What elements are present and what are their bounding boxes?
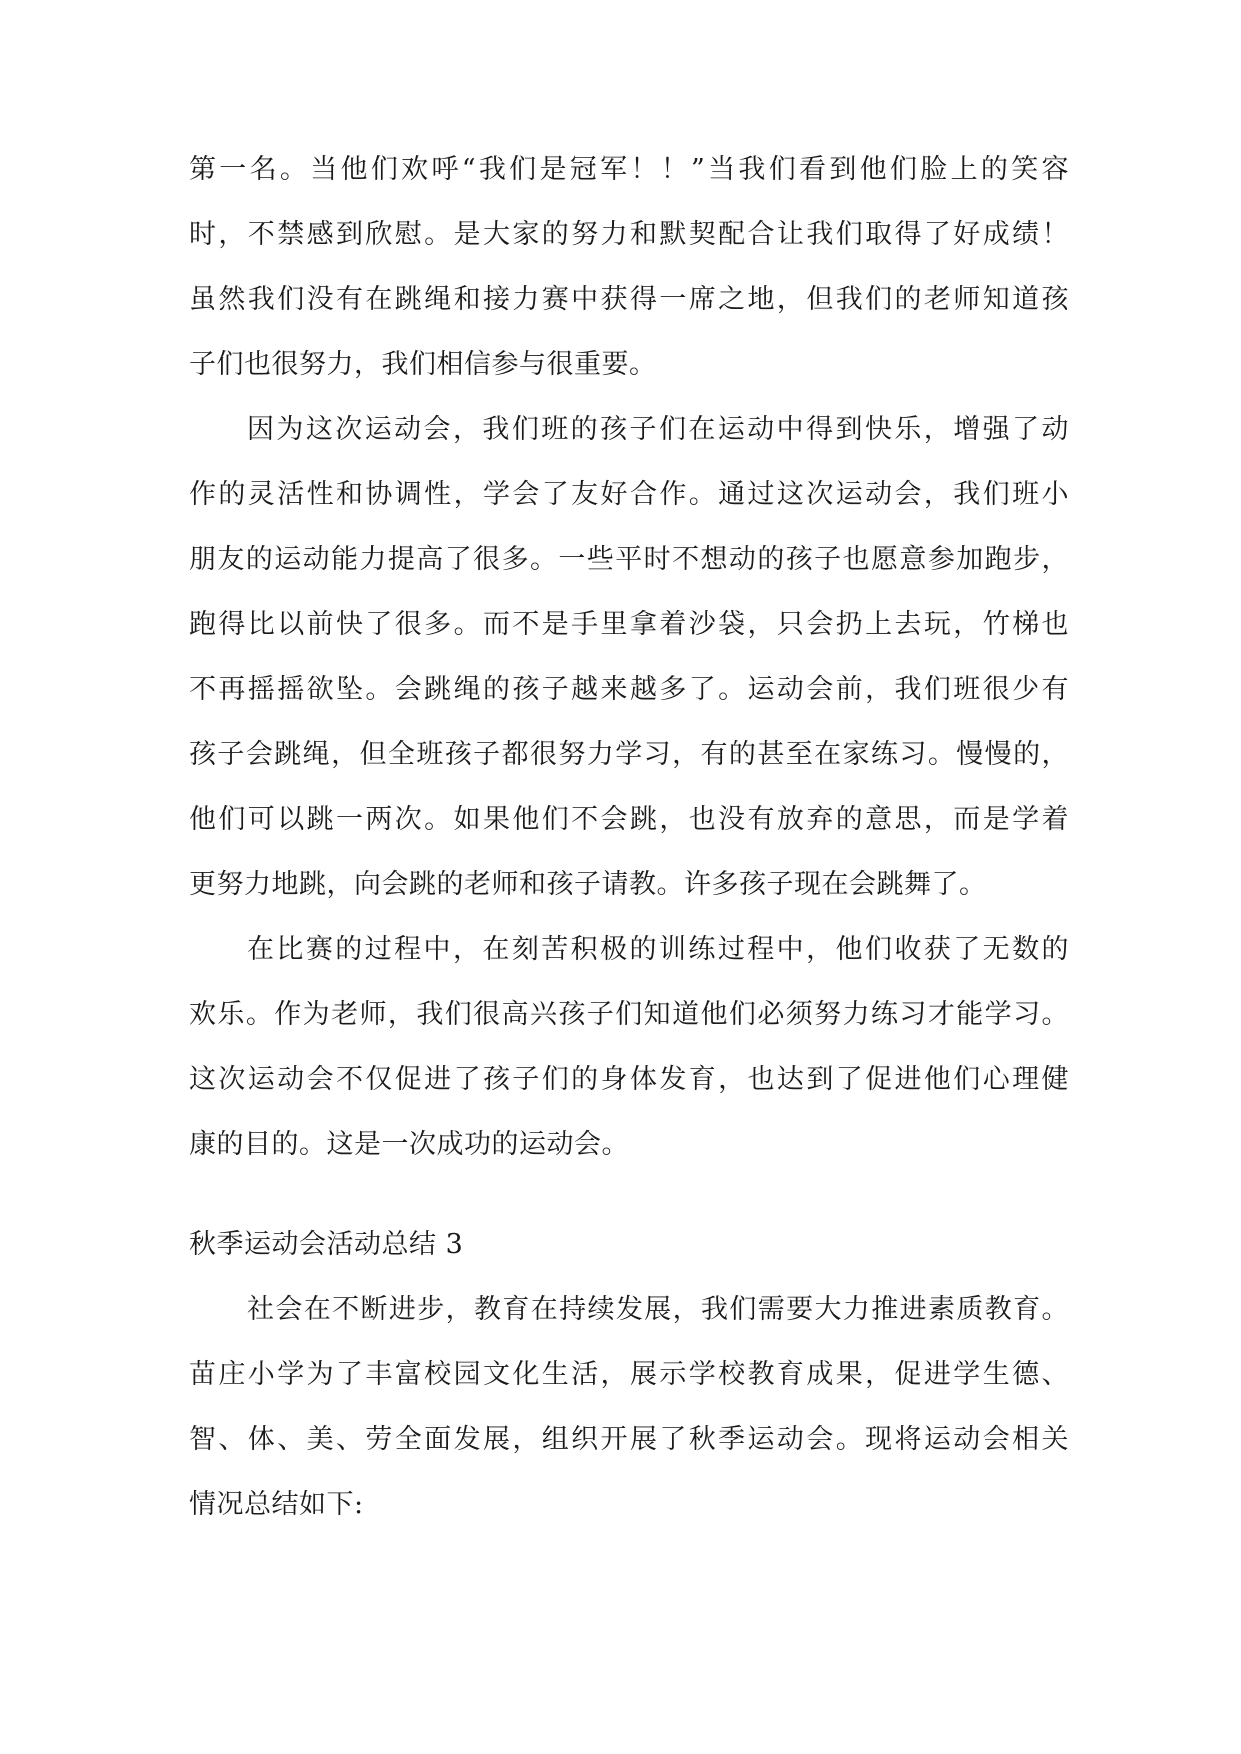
text-line: 虽然我们没有在跳绳和接力赛中获得一席之地，但我们的老师知道孩 <box>189 284 1069 315</box>
text-line: 作的灵活性和协调性，学会了友好合作。通过这次运动会，我们班小 <box>189 479 1069 510</box>
text-line: 在比赛的过程中，在刻苦积极的训练过程中，他们收获了无数的 <box>247 934 1069 965</box>
text-line: 康的目的。这是一次成功的运动会。 <box>189 1129 629 1160</box>
text-line: 朋友的运动能力提高了很多。一些平时不想动的孩子也愿意参加跑步， <box>189 544 1069 575</box>
text-line: 情况总结如下: <box>189 1489 364 1520</box>
paragraph-1 <box>189 154 1069 381</box>
text-line: 孩子会跳绳，但全班孩子都很努力学习，有的甚至在家练习。慢慢的， <box>189 739 1069 770</box>
text-line: 苗庄小学为了丰富校园文化生活，展示学校教育成果，促进学生德、 <box>189 1359 1069 1390</box>
text-line: 他们可以跳一两次。如果他们不会跳，也没有放弃的意思，而是学着 <box>189 804 1069 835</box>
document-body <box>189 154 1069 1554</box>
paragraph-2 <box>189 414 1069 901</box>
text-line: 智、体、美、劳全面发展，组织开展了秋季运动会。现将运动会相关 <box>189 1424 1069 1455</box>
text-line: 因为这次运动会，我们班的孩子们在运动中得到快乐，增强了动 <box>247 414 1069 445</box>
text-line: 更努力地跳，向会跳的老师和孩子请教。许多孩子现在会跳舞了。 <box>189 869 987 900</box>
text-line: 时，不禁感到欣慰。是大家的努力和默契配合让我们取得了好成绩！ <box>189 219 1069 250</box>
text-line: 这次运动会不仅促进了孩子们的身体发育，也达到了促进他们心理健 <box>189 1064 1069 1095</box>
section-heading: 秋季运动会活动总结 3 <box>189 1229 464 1260</box>
section-paragraph <box>189 1294 1069 1521</box>
text-line: 不再摇摇欲坠。会跳绳的孩子越来越多了。运动会前，我们班很少有 <box>189 674 1069 705</box>
text-line: 第一名。当他们欢呼“我们是冠军！！”当我们看到他们脸上的笑容 <box>189 154 1069 185</box>
text-line: 子们也很努力，我们相信参与很重要。 <box>189 349 657 380</box>
text-line: 欢乐。作为老师，我们很高兴孩子们知道他们必须努力练习才能学习。 <box>189 999 1069 1030</box>
text-line: 社会在不断进步，教育在持续发展，我们需要大力推进素质教育。 <box>247 1294 1069 1325</box>
paragraph-3 <box>189 934 1069 1161</box>
text-line: 跑得比以前快了很多。而不是手里拿着沙袋，只会扔上去玩，竹梯也 <box>189 609 1069 640</box>
